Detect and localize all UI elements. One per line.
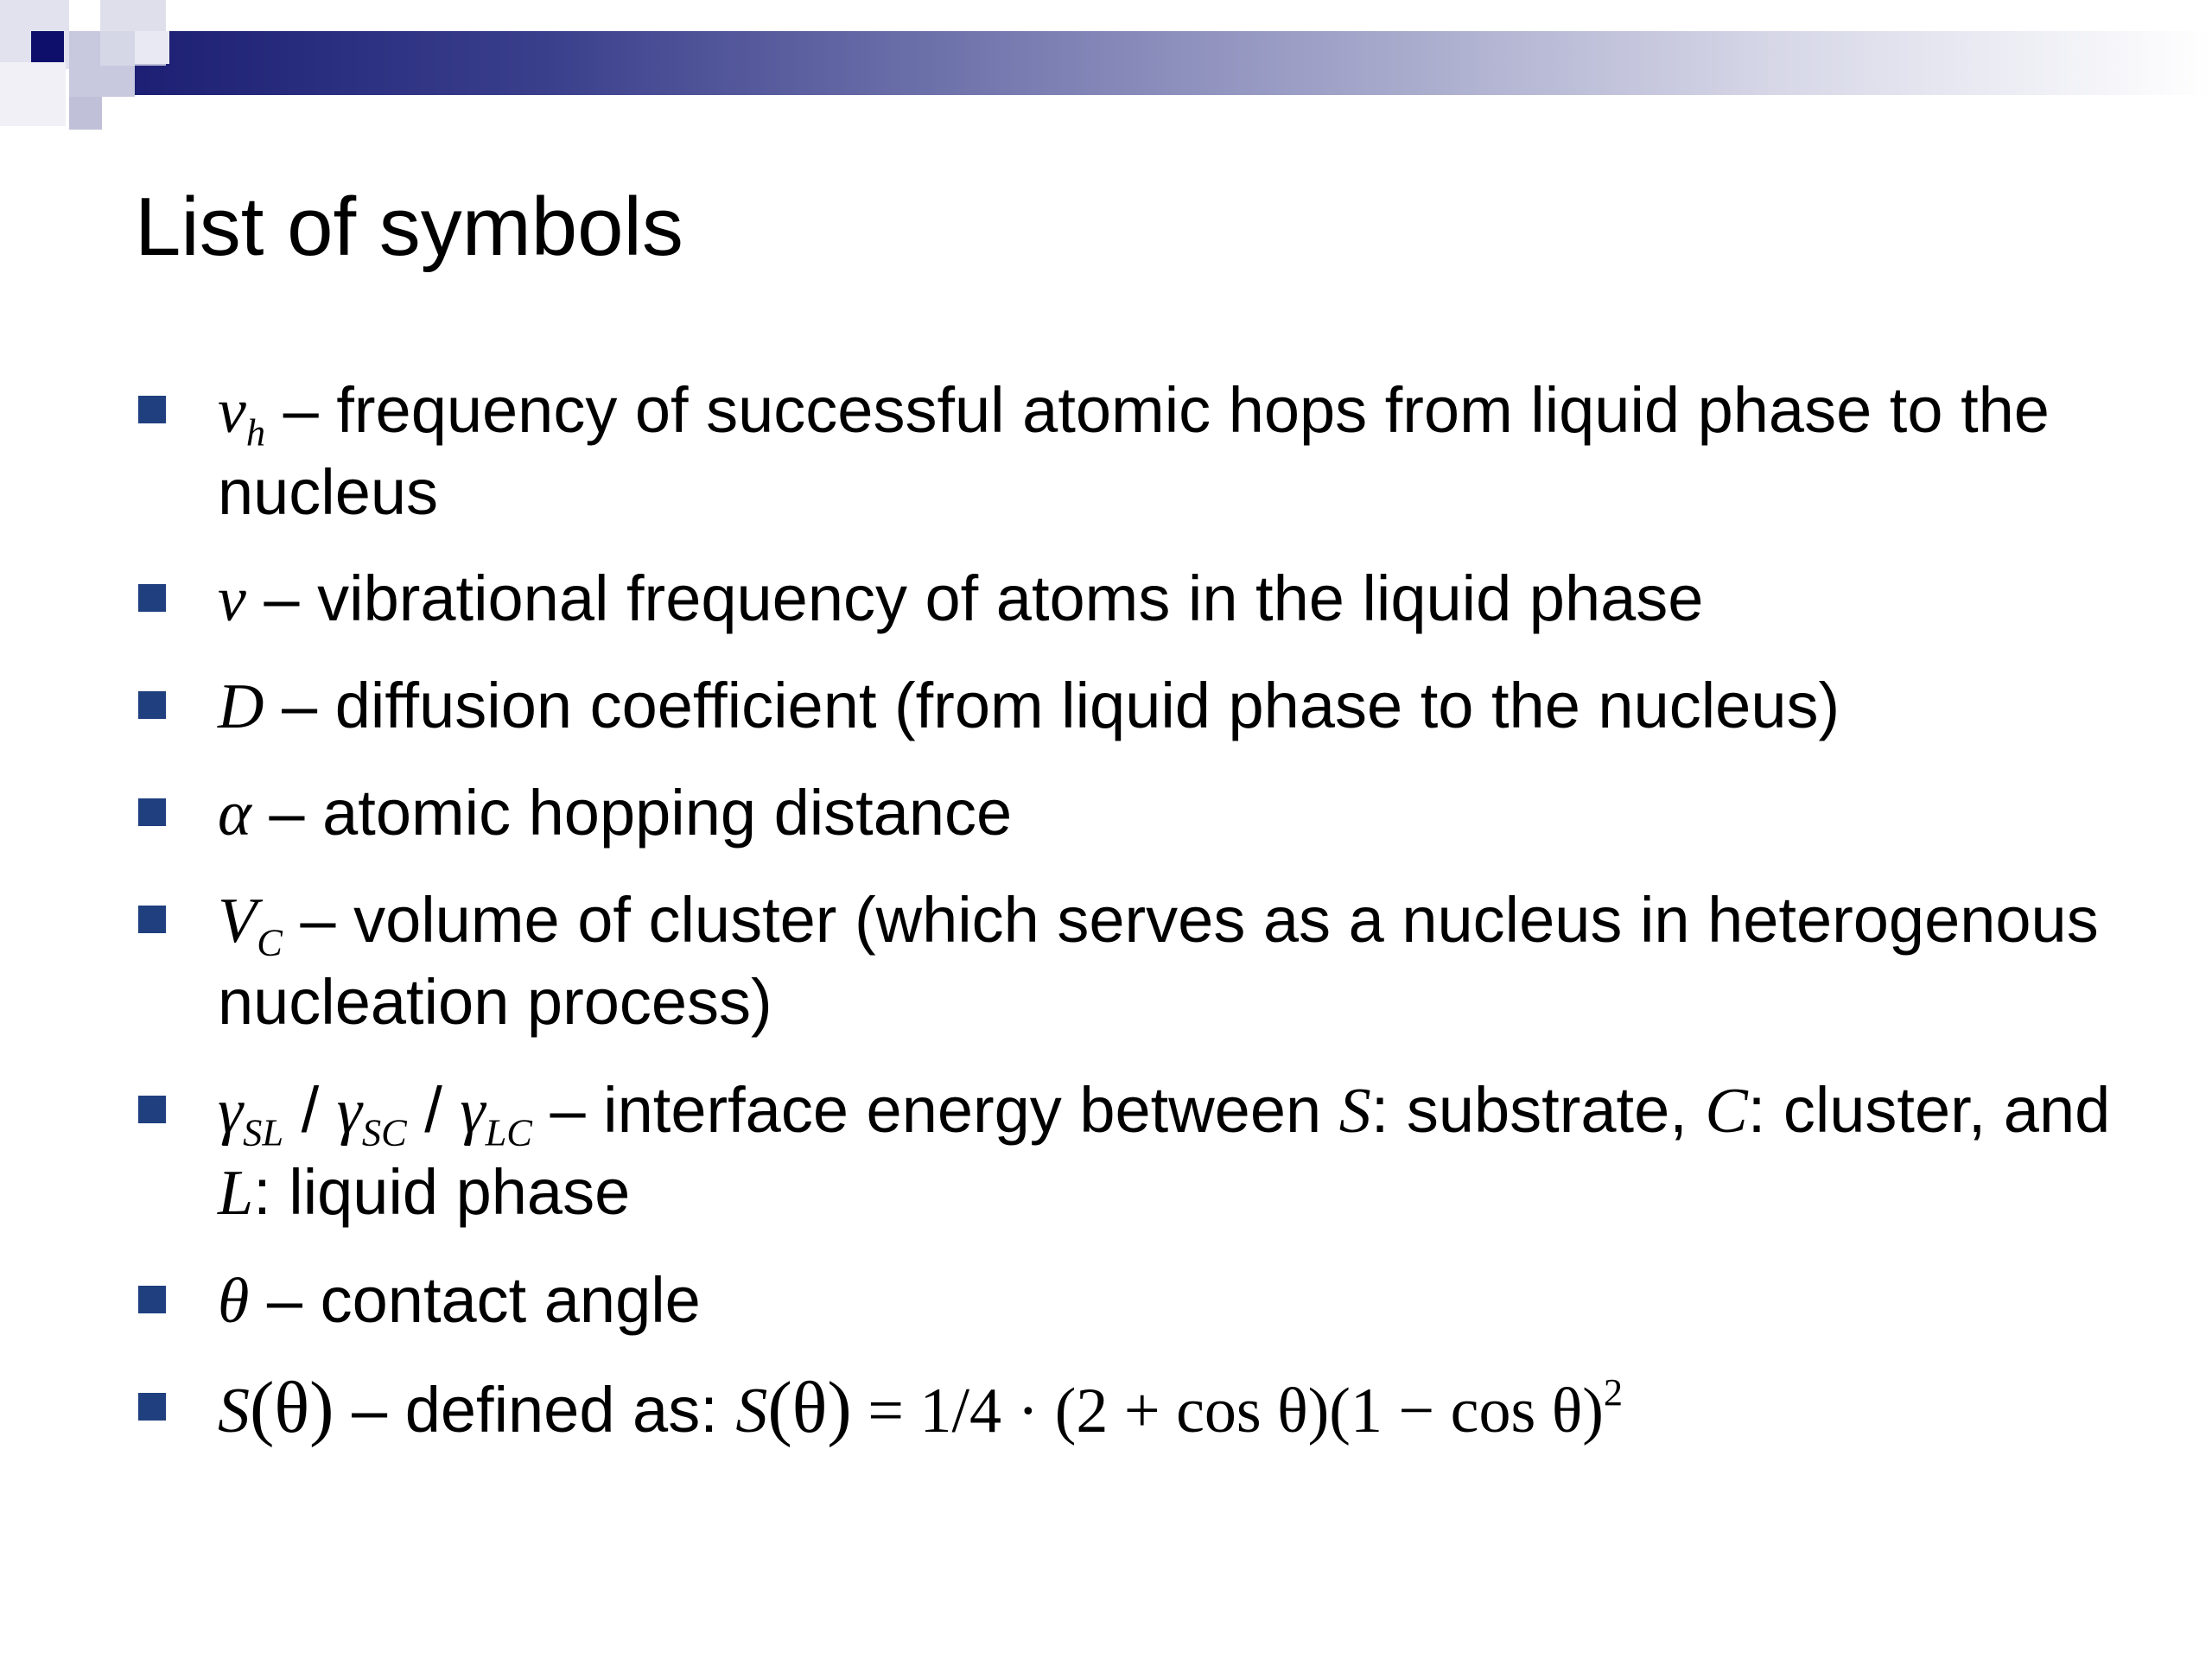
separator: / (283, 1074, 337, 1146)
header-gradient-bar (128, 31, 2212, 95)
symbol: S (1338, 1076, 1371, 1147)
header-square-dark (31, 31, 64, 62)
symbol-description: – atomic hopping distance (251, 777, 1013, 849)
symbol-subscript: LC (485, 1110, 532, 1154)
formula-argument: (θ) (767, 1367, 852, 1448)
symbol-description: : cluster, and (1747, 1074, 2111, 1146)
bullet-icon (138, 798, 166, 826)
symbol-description: – frequency of successful atomic hops from liquid phase to the nucleus (218, 374, 2050, 528)
formula-lhs: S (735, 1376, 768, 1446)
list-item (218, 772, 2136, 855)
symbol: ν (218, 376, 246, 447)
bullet-icon (138, 691, 166, 719)
symbol: γ (460, 1076, 486, 1147)
bullet-icon (138, 584, 166, 612)
formula-exponent: 2 (1603, 1370, 1624, 1414)
list-item (218, 1260, 2136, 1342)
symbol-description: – contact angle (249, 1264, 701, 1336)
symbol-subscript: C (257, 920, 283, 964)
symbol-description: : liquid phase (253, 1156, 631, 1228)
bullet-icon (138, 1096, 166, 1123)
bullet-icon (138, 1286, 166, 1313)
header-square (135, 31, 169, 64)
list-item (218, 1070, 2136, 1234)
symbol: D (218, 671, 264, 742)
symbol: V (218, 886, 257, 957)
symbol-description: – volume of cluster (which serves as a nucleus in heterogenous nucleation process) (218, 884, 2099, 1038)
list-item (218, 558, 2136, 640)
list-item (218, 880, 2136, 1043)
page-title: List of symbols (135, 181, 683, 273)
symbol: γ (218, 1076, 244, 1147)
symbol-description: – defined as: (334, 1374, 736, 1446)
symbol-subscript: SL (243, 1110, 284, 1154)
symbol: L (218, 1158, 254, 1229)
list-item (218, 1367, 2136, 1452)
symbol: ν (218, 564, 246, 635)
symbol: S (218, 1376, 250, 1446)
symbol-description: – interface energy between (531, 1074, 1339, 1146)
bullet-icon (138, 1393, 166, 1421)
header-square (69, 97, 102, 130)
symbol: θ (218, 1266, 250, 1337)
list-item (218, 665, 2136, 747)
symbol-description: : substrate, (1370, 1074, 1706, 1146)
formula-rhs: = 1/4 · (2 + cos θ)(1 − cos θ) (851, 1376, 1604, 1446)
header-square (0, 62, 66, 126)
symbol: α (218, 779, 251, 849)
bullet-icon (138, 396, 166, 423)
bullet-icon (138, 906, 166, 933)
symbol-subscript: h (245, 410, 266, 454)
symbol: C (1705, 1076, 1748, 1147)
symbol-argument: (θ) (250, 1367, 334, 1448)
separator: / (406, 1074, 461, 1146)
symbol: γ (336, 1076, 362, 1147)
symbol-description: – vibrational frequency of atoms in the liquid phase (245, 563, 1704, 634)
symbol-subscript: SC (361, 1110, 407, 1154)
list-item (218, 370, 2136, 533)
symbol-description: – diffusion coefficient (from liquid phase to the nucleus) (264, 670, 1840, 741)
